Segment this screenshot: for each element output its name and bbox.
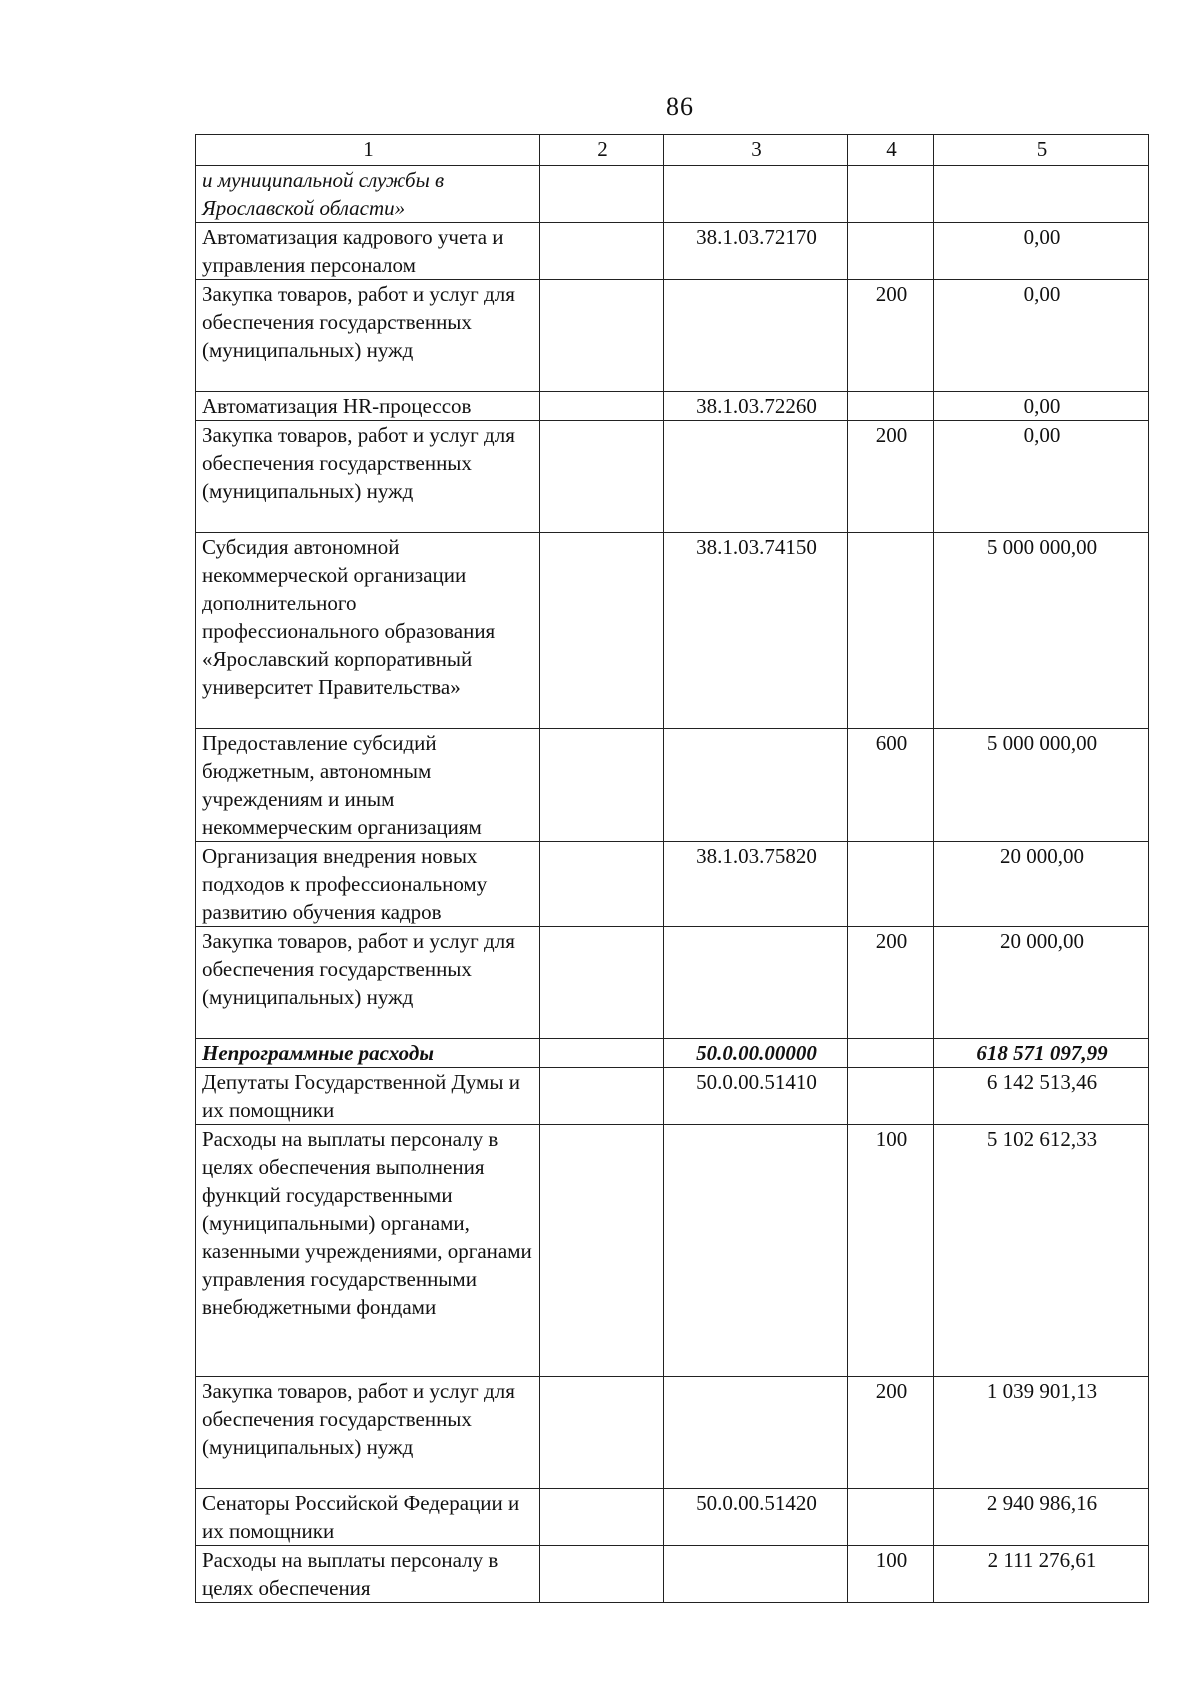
row-amount: 6 142 513,46	[934, 1068, 1149, 1125]
row-name: Закупка товаров, работ и услуг для обеспечения государственных (муниципальных) нужд	[196, 927, 540, 1039]
row-code: 38.1.03.72170	[664, 223, 848, 280]
budget-table	[195, 134, 1149, 1603]
row-amount: 2 111 276,61	[934, 1546, 1149, 1603]
table-row	[196, 1489, 1149, 1546]
row-col2	[540, 1489, 664, 1546]
row-type: 200	[848, 927, 934, 1039]
row-code	[664, 280, 848, 392]
row-type	[848, 533, 934, 729]
row-amount: 618 571 097,99	[934, 1039, 1149, 1068]
row-col2	[540, 1068, 664, 1125]
row-name: Расходы на выплаты персоналу в целях обеспечения	[196, 1546, 540, 1603]
row-name: Автоматизация HR-процессов	[196, 392, 540, 421]
row-code: 50.0.00.00000	[664, 1039, 848, 1068]
table-row	[196, 166, 1149, 223]
row-code	[664, 1125, 848, 1377]
row-col2	[540, 1125, 664, 1377]
row-col2	[540, 1377, 664, 1489]
row-col2	[540, 392, 664, 421]
row-col2	[540, 729, 664, 842]
row-amount: 0,00	[934, 392, 1149, 421]
table-header-row	[196, 135, 1149, 166]
table-row	[196, 392, 1149, 421]
row-amount: 5 102 612,33	[934, 1125, 1149, 1377]
row-type	[848, 223, 934, 280]
row-amount: 2 940 986,16	[934, 1489, 1149, 1546]
row-code: 50.0.00.51420	[664, 1489, 848, 1546]
row-amount: 20 000,00	[934, 842, 1149, 927]
row-col2	[540, 1039, 664, 1068]
row-code	[664, 1546, 848, 1603]
table-row	[196, 1125, 1149, 1377]
row-code	[664, 1377, 848, 1489]
row-col2	[540, 1546, 664, 1603]
row-amount: 0,00	[934, 280, 1149, 392]
table-row	[196, 280, 1149, 392]
row-amount: 20 000,00	[934, 927, 1149, 1039]
table-row	[196, 1377, 1149, 1489]
row-code: 50.0.00.51410	[664, 1068, 848, 1125]
row-code: 38.1.03.75820	[664, 842, 848, 927]
table-row	[196, 1068, 1149, 1125]
row-col2	[540, 927, 664, 1039]
table-row	[196, 729, 1149, 842]
row-col2	[540, 533, 664, 729]
row-code: 38.1.03.72260	[664, 392, 848, 421]
row-type: 200	[848, 280, 934, 392]
row-name: Организация внедрения новых подходов к профессиональному развитию обучения кадров	[196, 842, 540, 927]
page-number: 86	[666, 92, 694, 121]
row-type	[848, 166, 934, 223]
row-col2	[540, 280, 664, 392]
table-row	[196, 842, 1149, 927]
row-type: 100	[848, 1125, 934, 1377]
row-name: Предоставление субсидий бюджетным, автономным учреждениям и иным некоммерческим организациям	[196, 729, 540, 842]
column-header: 1	[196, 135, 540, 166]
row-type	[848, 392, 934, 421]
table-row	[196, 421, 1149, 533]
row-name: Непрограммные расходы	[196, 1039, 540, 1068]
row-type: 600	[848, 729, 934, 842]
row-type: 200	[848, 1377, 934, 1489]
row-code: 38.1.03.74150	[664, 533, 848, 729]
row-name: Автоматизация кадрового учета и управления персоналом	[196, 223, 540, 280]
column-header: 3	[664, 135, 848, 166]
row-code	[664, 927, 848, 1039]
row-amount: 0,00	[934, 223, 1149, 280]
table-row	[196, 1039, 1149, 1068]
table-row	[196, 533, 1149, 729]
row-type	[848, 1039, 934, 1068]
row-type	[848, 842, 934, 927]
column-header: 5	[934, 135, 1149, 166]
row-type: 100	[848, 1546, 934, 1603]
row-name: Расходы на выплаты персоналу в целях обеспечения выполнения функций государственными (муниципальными) органами, казенными учреждениями, органами управления государственными внебюджетными фондами	[196, 1125, 540, 1377]
row-type	[848, 1489, 934, 1546]
table-row	[196, 927, 1149, 1039]
row-amount: 5 000 000,00	[934, 729, 1149, 842]
row-name: Сенаторы Российской Федерации и их помощники	[196, 1489, 540, 1546]
table-row	[196, 223, 1149, 280]
row-name: и муниципальной службы в Ярославской области»	[196, 166, 540, 223]
row-amount: 0,00	[934, 421, 1149, 533]
row-amount: 5 000 000,00	[934, 533, 1149, 729]
column-header: 2	[540, 135, 664, 166]
row-name: Закупка товаров, работ и услуг для обеспечения государственных (муниципальных) нужд	[196, 280, 540, 392]
row-code	[664, 166, 848, 223]
row-col2	[540, 166, 664, 223]
column-header: 4	[848, 135, 934, 166]
row-code	[664, 729, 848, 842]
row-col2	[540, 223, 664, 280]
row-name: Субсидия автономной некоммерческой организации дополнительного профессионального образования «Ярославский корпоративный университет Правительства»	[196, 533, 540, 729]
row-type: 200	[848, 421, 934, 533]
row-col2	[540, 421, 664, 533]
row-name: Закупка товаров, работ и услуг для обеспечения государственных (муниципальных) нужд	[196, 1377, 540, 1489]
row-amount	[934, 166, 1149, 223]
row-amount: 1 039 901,13	[934, 1377, 1149, 1489]
row-name: Закупка товаров, работ и услуг для обеспечения государственных (муниципальных) нужд	[196, 421, 540, 533]
row-code	[664, 421, 848, 533]
table-row	[196, 1546, 1149, 1603]
row-col2	[540, 842, 664, 927]
row-type	[848, 1068, 934, 1125]
row-name: Депутаты Государственной Думы и их помощники	[196, 1068, 540, 1125]
